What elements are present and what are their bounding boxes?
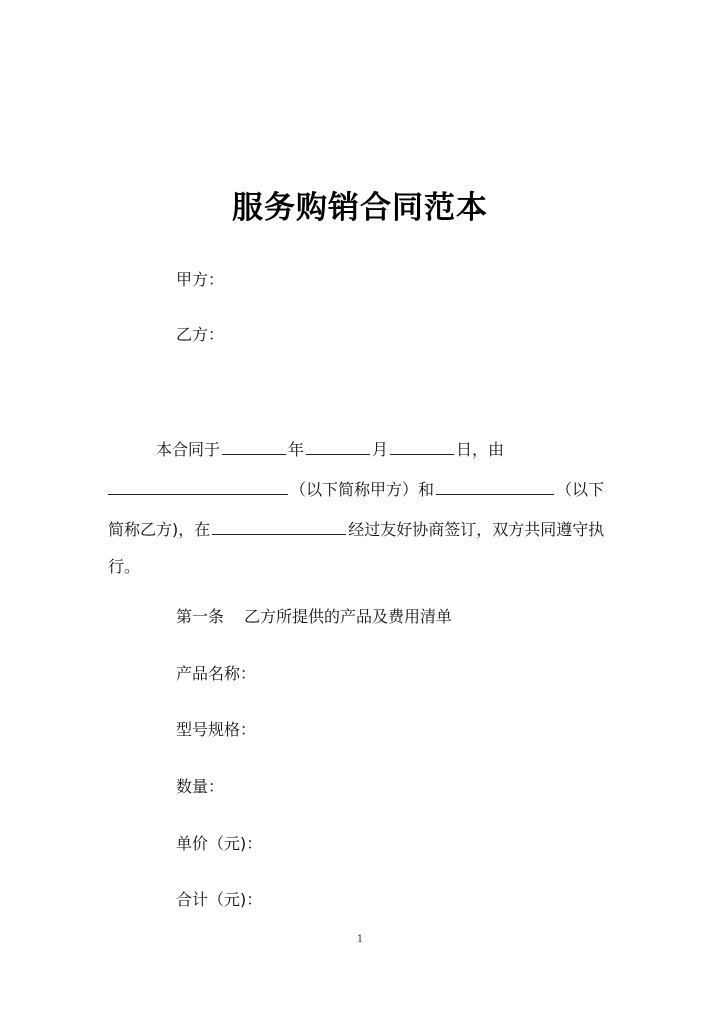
intro-line-2: （以下简称甲方）和 （以下: [108, 477, 604, 500]
page-number: 1: [356, 934, 364, 945]
field-quantity: 数量：: [176, 777, 225, 796]
field-product-name: 产品名称：: [176, 664, 257, 683]
party-b-label: 乙方：: [176, 325, 225, 344]
party-b-blank: [436, 480, 554, 495]
intro-line-4: 行。: [108, 557, 141, 576]
field-unit-price: 单价（元)：: [176, 834, 263, 853]
party-a-label: 甲方：: [176, 270, 225, 289]
party-a-blank: [108, 480, 288, 495]
field-model-spec: 型号规格：: [176, 720, 257, 739]
intro-line-1: 本合同于 年 月 日，由: [156, 440, 505, 459]
article-1-heading: 第一条 乙方所提供的产品及费用清单: [176, 607, 453, 626]
location-blank: [212, 520, 346, 535]
intro-line-3: 简称乙方)，在 经过友好协商签订，双方共同遵守执: [108, 520, 605, 539]
document-title: 服务购销合同范本: [232, 190, 488, 226]
field-total: 合计（元)：: [176, 890, 263, 909]
day-blank: [390, 440, 454, 455]
month-blank: [306, 440, 370, 455]
year-blank: [222, 440, 286, 455]
